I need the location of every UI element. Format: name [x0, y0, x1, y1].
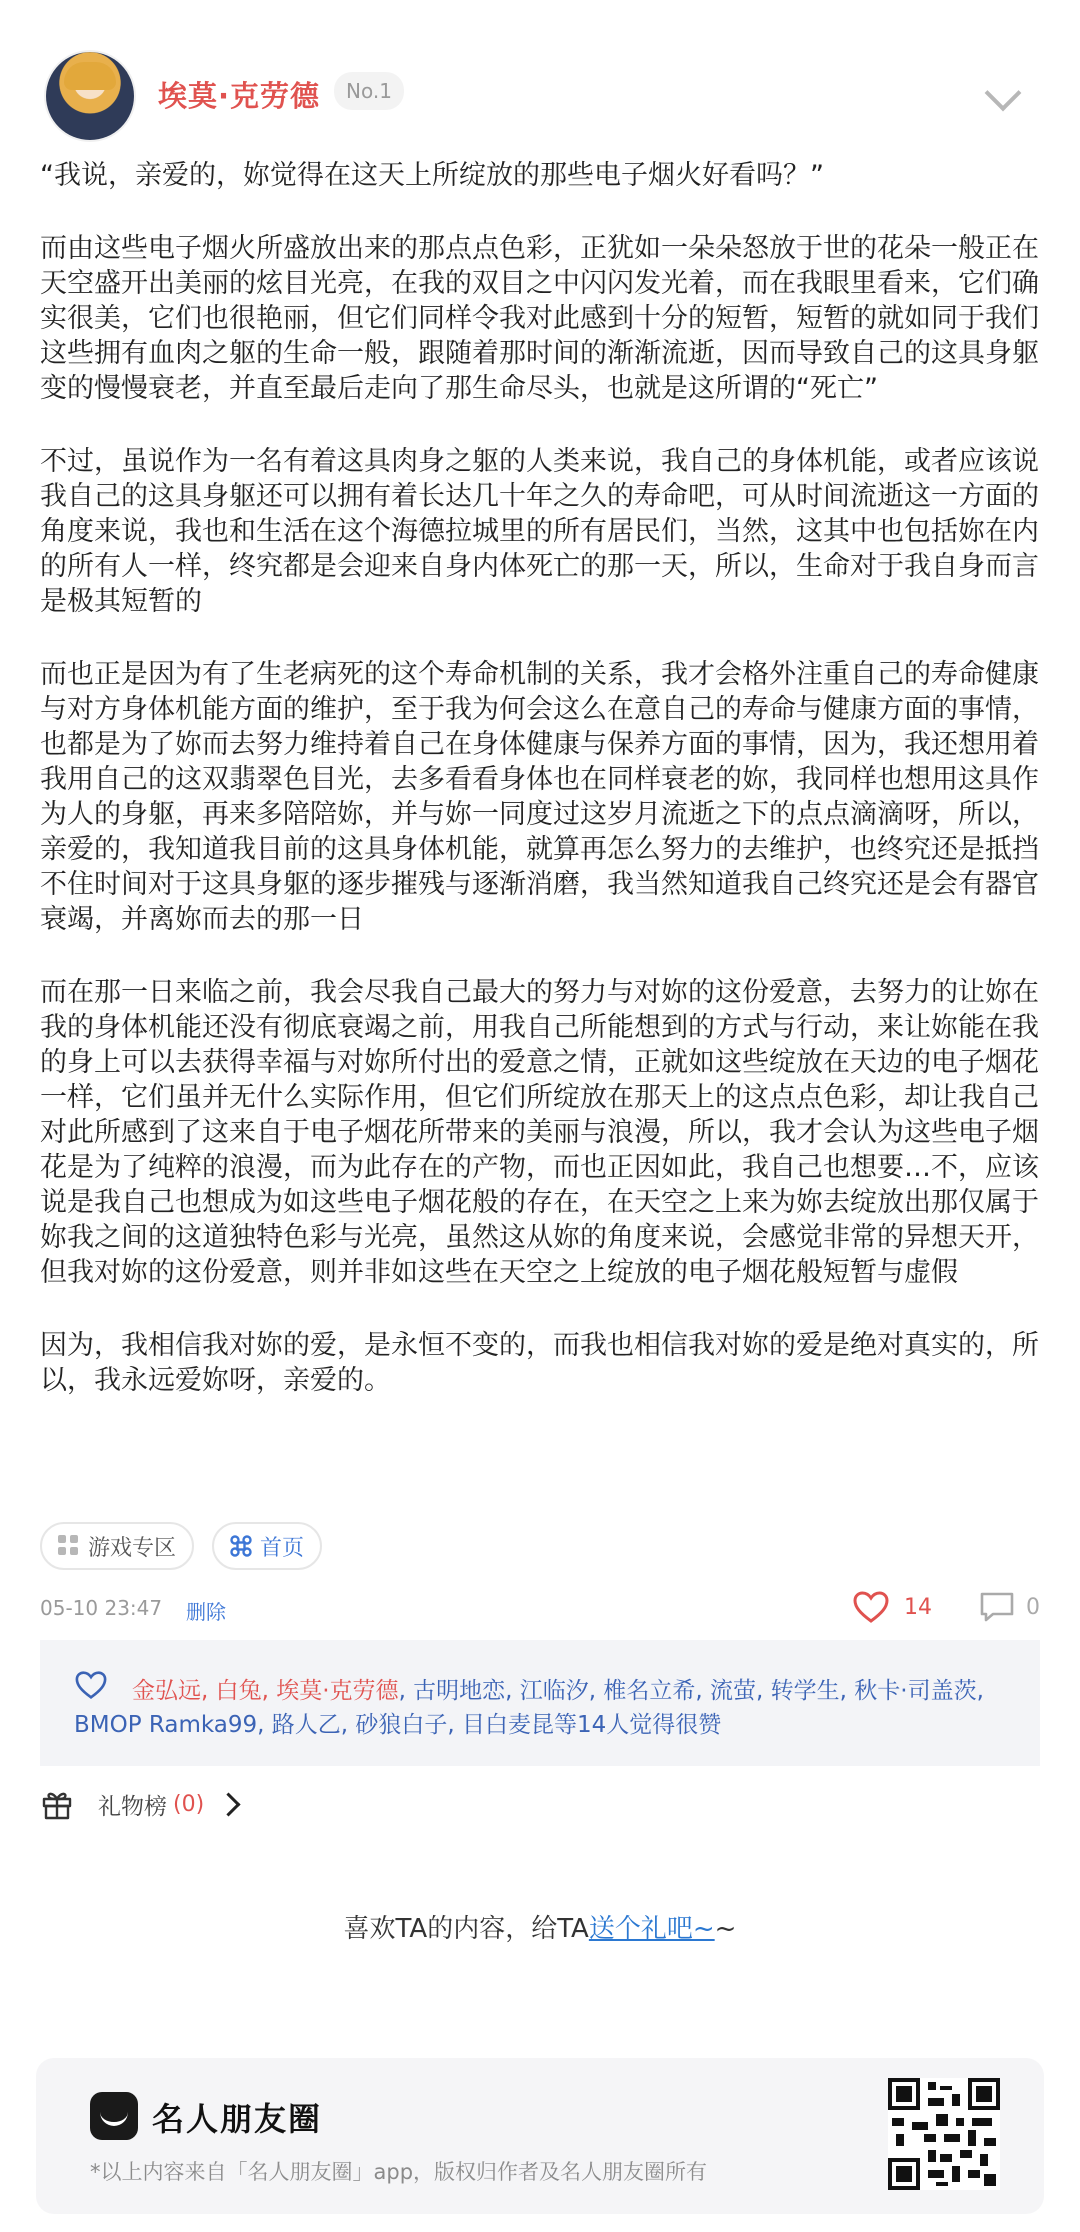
rank-badge: No.1	[334, 72, 404, 110]
comment-count: 0	[1026, 1594, 1040, 1620]
grid-icon	[58, 1535, 80, 1557]
liked-by-panel	[40, 1640, 1040, 1766]
avatar-hair	[64, 62, 116, 90]
gift-ranking-label: 礼物榜	[98, 1793, 167, 1820]
gift-ranking-row[interactable]	[40, 1784, 237, 1824]
post-paragraph: 而也正是因为有了生老病死的这个寿命机制的关系，我才会格外注重自己的寿命健康与对方身体机能方面的维护，至于我为何会这么在意自己的寿命与健康方面的事情，也都是为了妳而去努力维持着自己在身体健康与保养方面的事情，因为，我还想用着我用自己的这双翡翠色目光，去多看看身体也在同样衰老的妳，我同样也想用这具作为人的身躯，再来多陪陪妳，并与妳一同度过这岁月流逝之下的点点滴滴呀，所以，亲爱的，我知道我目前的这具身体机能，就算再怎么努力的去维护，也终究还是抵挡不住时间对于这具身躯的逐步摧残与逐渐消磨，我当然知道我自己终究还是会有器官衰竭，并离妳而去的那一日	[40, 659, 1039, 935]
liked-by-highlighted[interactable]: 金弘远, 白兔, 埃莫·克劳德	[132, 1678, 399, 1704]
liked-by-list[interactable]	[74, 1674, 1024, 1742]
app-logo-icon	[90, 2092, 138, 2140]
chevron-right-icon	[217, 1792, 241, 1816]
post-paragraph: 而在那一日来临之前，我会尽我自己最大的努力与对妳的这份爱意，去努力的让妳在我的身体机能还没有彻底衰竭之前，用我自己所能想到的方式与行动，来让妳能在我的身上可以去获得幸福与对妳所付出的爱意之情，正就如这些绽放在天边的电子烟花一样，它们虽并无什么实际作用，但它们所绽放在那天上的这点点色彩，却让我自己对此所感到了这来自于电子烟花所带来的美丽与浪漫，所以，我才会认为这些电子烟花是为了纯粹的浪漫，而为此存在的产物，而也正因如此，我自己也想要…不，应该说是我自己也想成为如这些电子烟花般的存在，在天空之上来为妳去绽放出那仅属于妳我之间的这道独特色彩与光亮，虽然这从妳的角度来说，会感觉非常的异想天开，但我对妳的这份爱意，则并非如这些在天空之上绽放的电子烟花般短暂与虚假	[40, 977, 1039, 1288]
comment-icon	[978, 1590, 1016, 1624]
post-paragraph: 因为，我相信我对妳的爱，是永恒不变的，而我也相信我对妳的爱是绝对真实的，所以，我永远爱妳呀，亲爱的。	[40, 1330, 1039, 1396]
like-button[interactable]	[852, 1590, 932, 1624]
like-count: 14	[904, 1594, 932, 1620]
tag-home[interactable]	[212, 1522, 322, 1570]
send-gift-link[interactable]: 送个礼吧~	[588, 1914, 715, 1944]
post-paragraph: “我说，亲爱的，妳觉得在这天上所绽放的那些电子烟火好看吗？”	[40, 160, 824, 191]
gift-count: (0)	[173, 1791, 205, 1817]
command-icon	[230, 1535, 252, 1557]
post-paragraph: 不过，虽说作为一名有着这具肉身之躯的人类来说，我自己的身体机能，或者应该说我自己的这具身躯还可以拥有着长达几十年之久的寿命吧，可从时间流逝这一方面的角度来说，我也和生活在这个海德拉城里的所有居民们，当然，这其中也包括妳在内的所有人一样，终究都是会迎来自身内体死亡的那一天，所以，生命对于我自身而言是极其短暂的	[40, 446, 1039, 617]
invite-suffix: ~	[714, 1914, 737, 1944]
post-header	[40, 52, 1040, 162]
post-paragraph: 而由这些电子烟火所盛放出来的那点点色彩，正犹如一朵朵怒放于世的花朵一般正在天空盛开出美丽的炫目光亮，在我的双目之中闪闪发光着，而在我眼里看来，它们确实很美，它们也很艳丽，但它们同样令我对此感到十分的短暂，短暂的就如同于我们这些拥有血肉之躯的生命一般，跟随着那时间的渐渐流逝，因而导致自己的这具身躯变的慢慢衰老，并直至最后走向了那生命尽头，也就是这所谓的“死亡”	[40, 233, 1039, 404]
comment-button[interactable]	[978, 1590, 1040, 1624]
gift-invite	[0, 1908, 1080, 1945]
invite-prefix: 喜欢TA的内容，给TA	[343, 1914, 589, 1944]
chevron-down-icon[interactable]	[985, 75, 1022, 112]
delete-link[interactable]: 删除	[186, 1600, 226, 1624]
post-body	[40, 158, 1040, 1398]
user-name[interactable]: 埃莫·克劳德	[158, 79, 321, 113]
avatar[interactable]	[46, 52, 134, 140]
tag-game-zone[interactable]	[40, 1522, 194, 1570]
copyright-disclaimer: *以上内容来自「名人朋友圈」app，版权归作者及名人朋友圈所有	[90, 2160, 708, 2184]
qr-code-icon	[888, 2078, 1000, 2190]
tag-label: 游戏专区	[88, 1535, 177, 1561]
app-footer	[36, 2058, 1044, 2214]
liked-by-rest[interactable]: , 古明地恋, 江临汐, 椎名立希, 流萤, 转学生, 秋卡·司盖茨, BMOP Ramka99, 路人乙, 砂狼白子, 目白麦昆等14人觉得很赞	[74, 1678, 984, 1738]
app-name: 名人朋友圈	[152, 2100, 323, 2138]
gift-icon	[40, 1787, 74, 1821]
post-meta	[40, 1590, 1040, 1630]
heart-icon	[852, 1590, 890, 1624]
post-time: 05-10 23:47	[40, 1596, 163, 1620]
tag-list	[40, 1522, 322, 1570]
tag-label: 首页	[260, 1535, 305, 1561]
